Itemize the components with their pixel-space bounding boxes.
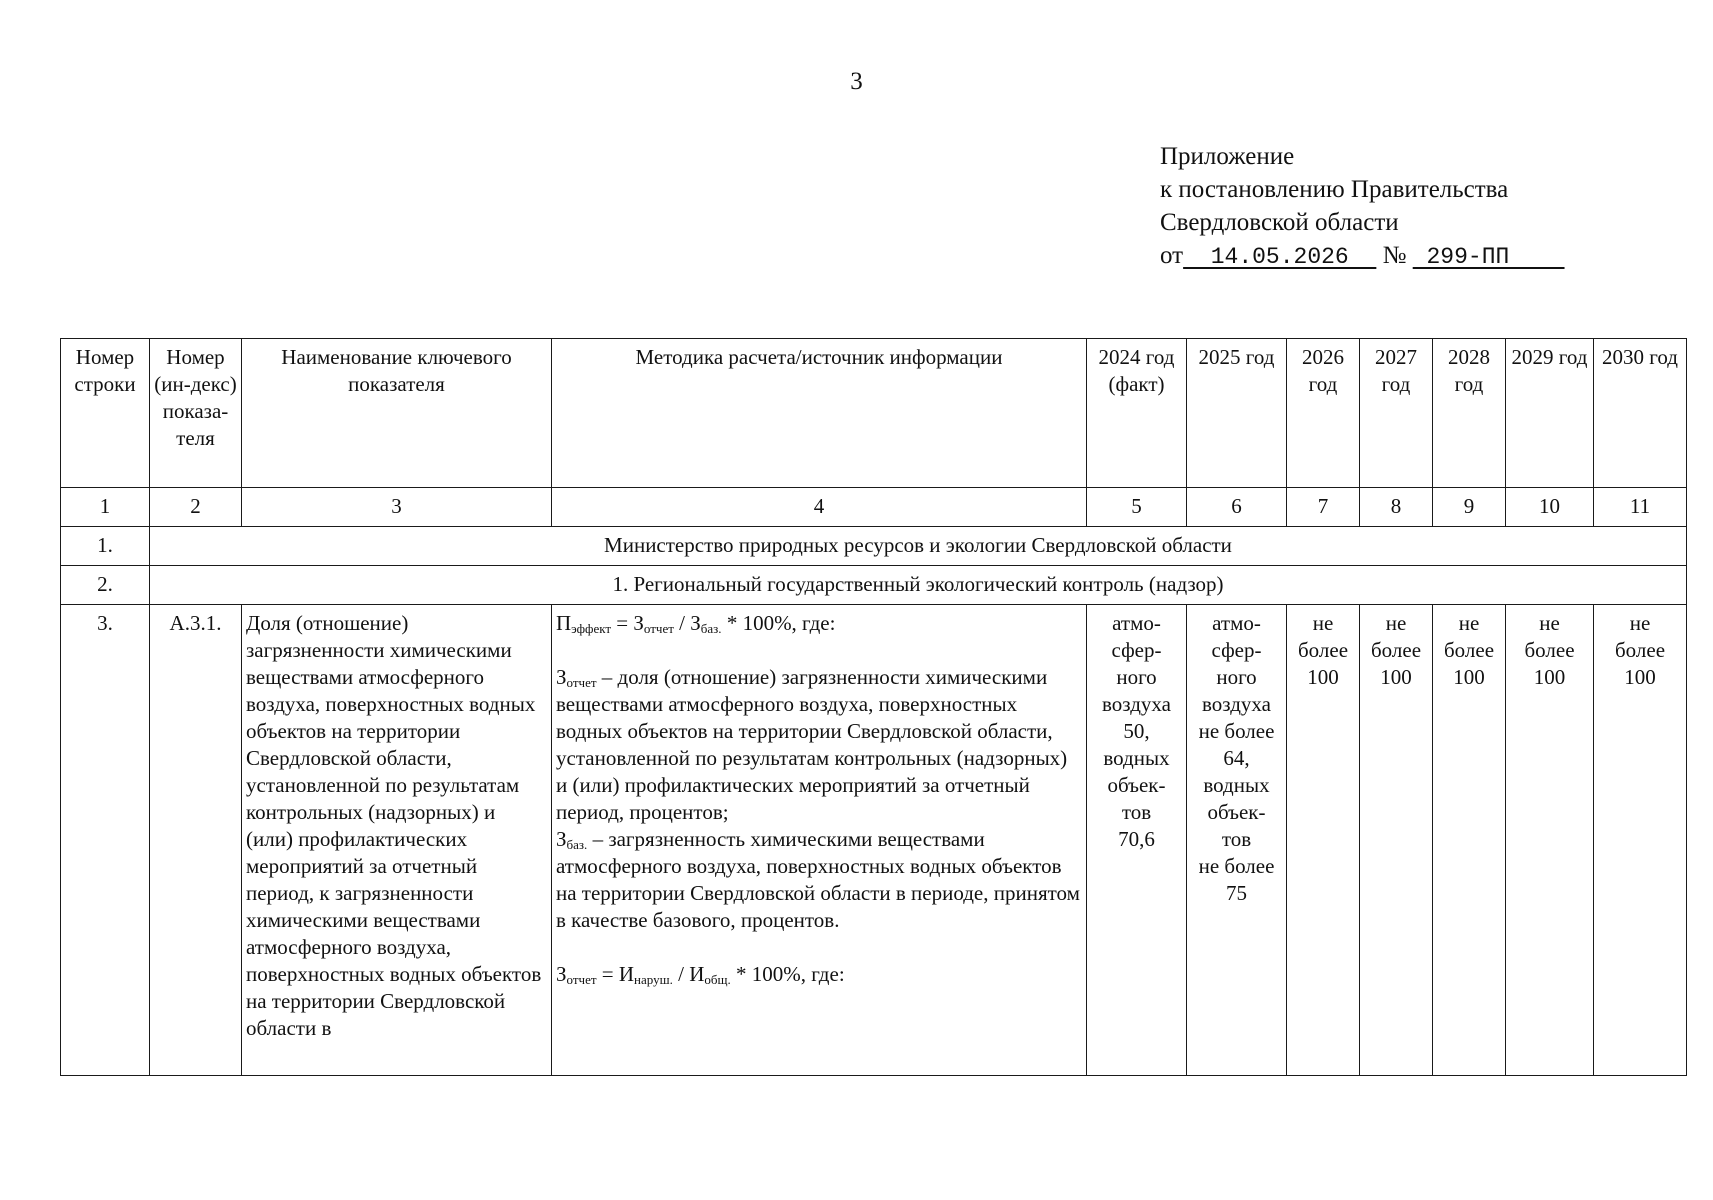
column-number: 2 bbox=[150, 488, 242, 527]
column-number: 6 bbox=[1187, 488, 1287, 527]
definition-z-report: $З_{отчет}$ – доля (отношение) загрязненности химическими веществами атмосферного воздуха, поверхностных водных объектов на территории Свердловской области, установленной по результатам контрольных (надзорных) и (или) профилактических мероприятий за отчетный период, процентов; bbox=[556, 665, 1068, 824]
column-number: 8 bbox=[1360, 488, 1433, 527]
value-2025: атмо- сфер- ного воздуха не более 64, водных объек- тов не более 75 bbox=[1187, 605, 1287, 1076]
subsection-row-number: 2. bbox=[61, 566, 150, 605]
column-number: 4 bbox=[552, 488, 1087, 527]
value-2028: не более 100 bbox=[1433, 605, 1506, 1076]
header-2026: 2026 год bbox=[1287, 339, 1360, 488]
value-2024: атмо- сфер- ного воздуха 50, водных объек- тов 70,6 bbox=[1087, 605, 1187, 1076]
section-title: Министерство природных ресурсов и экологии Свердловской области bbox=[150, 527, 1687, 566]
header-2029: 2029 год bbox=[1506, 339, 1594, 488]
appendix-region-line: Свердловской области bbox=[1160, 209, 1399, 236]
header-2027: 2027 год bbox=[1360, 339, 1433, 488]
header-indicator-name: Наименование ключевого показателя bbox=[242, 339, 552, 488]
value-2030: не более 100 bbox=[1594, 605, 1687, 1076]
column-number: 5 bbox=[1087, 488, 1187, 527]
section-row-number: 1. bbox=[61, 527, 150, 566]
header-2025: 2025 год bbox=[1187, 339, 1287, 488]
date-prefix: от bbox=[1160, 242, 1184, 269]
indicator-row bbox=[61, 605, 1687, 1076]
column-number: 7 bbox=[1287, 488, 1360, 527]
value-2026: не более 100 bbox=[1287, 605, 1360, 1076]
section-row bbox=[61, 527, 1687, 566]
number-prefix: № bbox=[1382, 242, 1407, 269]
subsection-title: 1. Региональный государственный экологический контроль (надзор) bbox=[150, 566, 1687, 605]
appendix-decree-line: к постановлению Правительства bbox=[1160, 176, 1509, 203]
indicator-method bbox=[552, 605, 1087, 1076]
definition-z-base: $З_{баз.}$ – загрязненность химическими веществами атмосферного воздуха, поверхностных водных объектов на территории Свердловской области в периоде, принятом в качестве базового, процентов. bbox=[556, 827, 1080, 932]
appendix-date-line bbox=[1160, 239, 1565, 274]
indicator-name: Доля (отношение) загрязненности химическими веществами атмосферного воздуха, поверхностных водных объектов на территории Свердловской области, установленной по результатам контрольных (надзорных) и (или) профилактических мероприятий за отчетный период, к загрязненности химическими веществами атмосферного воздуха, поверхностных водных объектов на территории Свердловской области в bbox=[242, 605, 552, 1076]
value-2029: не более 100 bbox=[1506, 605, 1594, 1076]
column-number: 11 bbox=[1594, 488, 1687, 527]
indicator-row-number: 3. bbox=[61, 605, 150, 1076]
indicator-index: А.3.1. bbox=[150, 605, 242, 1076]
decree-date: 14.05.2026 bbox=[1183, 244, 1377, 270]
appendix-title: Приложение bbox=[1160, 143, 1295, 170]
decree-number: 299-ПП bbox=[1412, 244, 1565, 270]
column-number: 9 bbox=[1433, 488, 1506, 527]
header-row-number: Номер строки bbox=[61, 339, 150, 488]
header-2030: 2030 год bbox=[1594, 339, 1687, 488]
column-number: 1 bbox=[61, 488, 150, 527]
header-2024: 2024 год (факт) bbox=[1087, 339, 1187, 488]
column-number: 3 bbox=[242, 488, 552, 527]
header-method: Методика расчета/источник информации bbox=[552, 339, 1087, 488]
subsection-row bbox=[61, 566, 1687, 605]
column-number: 10 bbox=[1506, 488, 1594, 527]
value-2027: не более 100 bbox=[1360, 605, 1433, 1076]
kpi-table bbox=[60, 338, 1687, 1076]
header-row bbox=[61, 339, 1687, 488]
formula-effect: $П_{эффект} = З_{отчет} / З_{баз.} * 100\%$, где: bbox=[556, 611, 836, 636]
appendix-block bbox=[1160, 140, 1565, 274]
header-2028: 2028 год bbox=[1433, 339, 1506, 488]
page-number: 3 bbox=[850, 68, 863, 95]
formula-z-report: $З_{отчет} = И_{наруш.} / И_{общ.} * 100\%$, где: bbox=[556, 962, 845, 987]
header-index: Номер (ин-декс) показа-теля bbox=[150, 339, 242, 488]
column-number-row bbox=[61, 488, 1687, 527]
